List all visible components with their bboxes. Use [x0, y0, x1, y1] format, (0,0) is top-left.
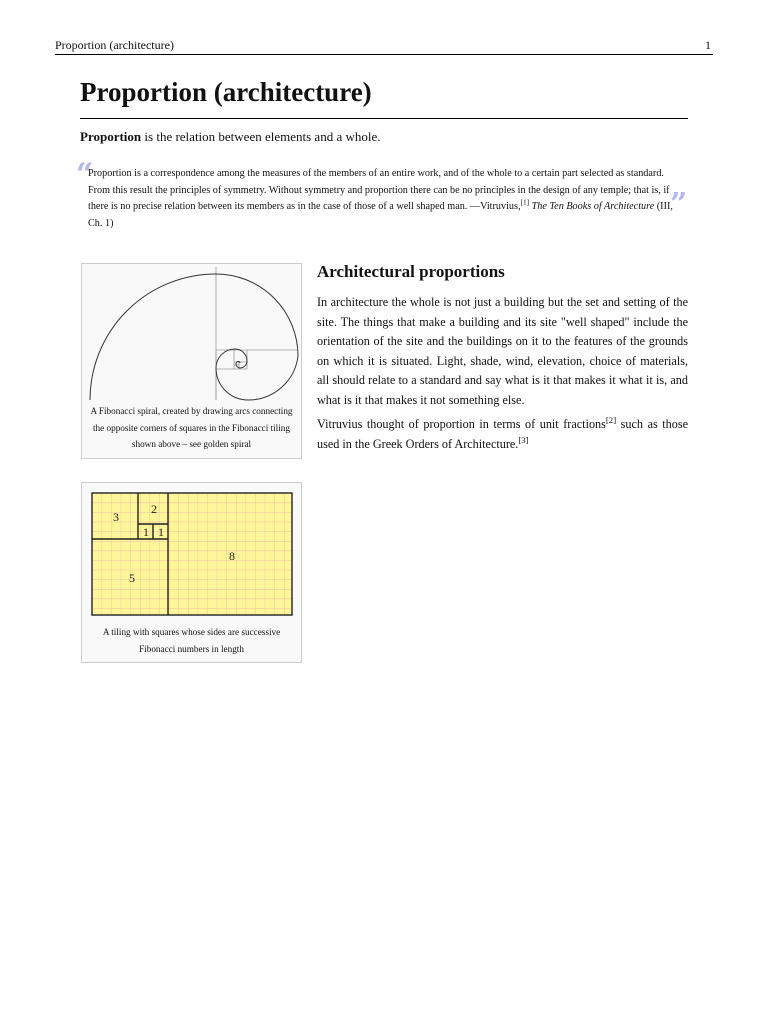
quote-work-title[interactable]: The Ten Books of Architecture — [531, 201, 655, 212]
spiral-tiling-lines — [216, 267, 298, 400]
tile-label-2: 2 — [151, 502, 157, 516]
title-divider — [80, 118, 688, 119]
tile-label-5: 5 — [129, 571, 135, 585]
running-title: Proportion (architecture) — [55, 38, 174, 52]
quote-text: Proportion is a correspondence among the measures of the members of an entire work, and of the whole to a certain part selected as standard. From this result the principles of symmetry. Without symmetry and proportion there can be no principles in the design of any temple; that is, if there is no precise relation between its members as in the case of those of a well shaped man. —Vitruvius, — [88, 168, 670, 212]
lead-paragraph — [80, 129, 381, 145]
section-paragraph-2: Vitruvius thought of proportion in terms of unit fractions[2] such as those used in the Greek Orders of Architecture.[3] — [317, 414, 689, 451]
tile-label-3: 3 — [113, 510, 119, 524]
fibonacci-spiral-image[interactable] — [82, 264, 301, 404]
figure-fibonacci-tiling — [81, 482, 302, 663]
lead-term: Proportion — [80, 129, 142, 144]
tile-label-1a: 1 — [143, 525, 149, 539]
citation-ref-3[interactable]: [3] — [518, 434, 529, 445]
tiling-caption: A tiling with squares whose sides are successive Fibonacci numbers in length — [102, 627, 281, 654]
running-header — [55, 38, 713, 55]
section-heading: Architectural proportions — [317, 262, 505, 281]
section-paragraph-1: In architecture the whole is not just a building but the set and setting of the site. The things that make a building and its site "well shaped" include the orientation of the site and the buildings on it to the features of the grounds on which it is situated. Light, shade, wind, elevation, choice of materials, all should relate to a standard and say what is it that makes it what it is, and what is it that makes it not something else. — [317, 295, 688, 407]
citation-ref-2[interactable]: [2] — [605, 414, 617, 425]
tile-label-1b: 1 — [158, 525, 164, 539]
fibonacci-tiling-image[interactable] — [82, 483, 301, 623]
spiral-curve — [90, 274, 298, 400]
open-quote-icon: “ — [76, 157, 94, 192]
spiral-caption: A Fibonacci spiral, created by drawing arcs connecting the opposite corners of squares in the Fibonacci tiling shown above – see golden spiral — [90, 406, 293, 449]
tile-label-8: 8 — [229, 549, 235, 563]
page-number: 1 — [705, 38, 711, 52]
quote-source-location: (III, Ch. 1) — [88, 201, 673, 229]
figure-fibonacci-spiral — [81, 263, 302, 459]
vitruvius-quote — [88, 166, 676, 232]
close-quote-icon: ” — [670, 187, 688, 222]
page-title: Proportion (architecture) — [80, 77, 372, 107]
lead-text: is the relation between elements and a whole. — [141, 129, 381, 144]
citation-ref-1[interactable]: [1] — [520, 197, 530, 207]
